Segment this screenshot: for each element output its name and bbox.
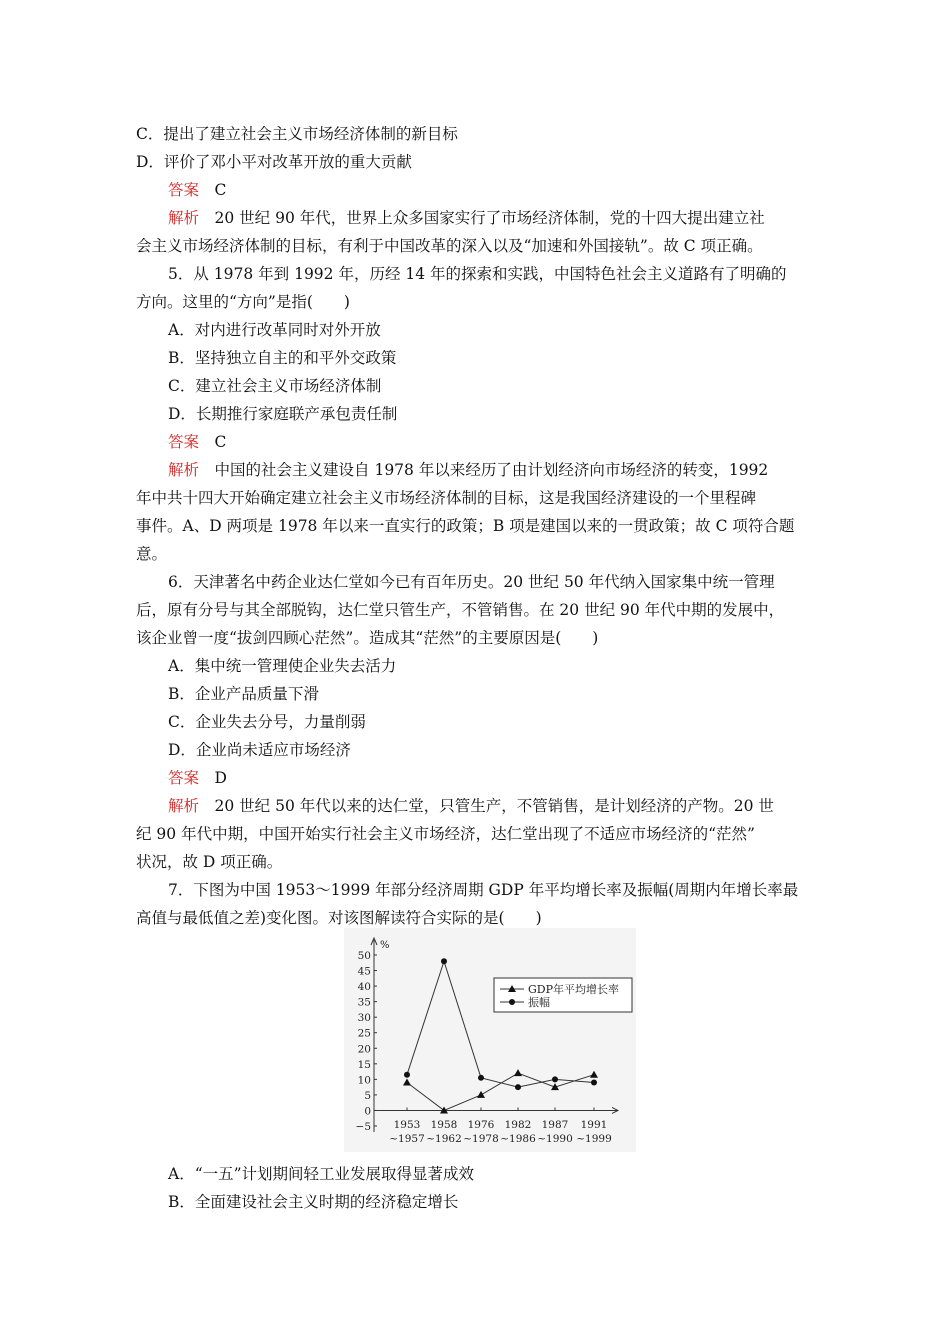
x-tick-label-range: ~1957 bbox=[389, 1133, 425, 1145]
data-point-circle bbox=[591, 1079, 597, 1085]
x-tick-label-range: ~1990 bbox=[537, 1133, 573, 1145]
data-point-circle bbox=[478, 1075, 484, 1081]
answer-line bbox=[168, 432, 848, 452]
analysis-line bbox=[168, 208, 848, 228]
x-tick-label: 1976 bbox=[467, 1119, 495, 1131]
option-c: C．企业失去分号，力量削弱 bbox=[168, 713, 366, 731]
data-point-triangle bbox=[477, 1091, 485, 1098]
y-tick-label: 50 bbox=[357, 950, 371, 962]
analysis-label: 解析 bbox=[168, 209, 200, 227]
gdp-chart bbox=[344, 928, 636, 1152]
x-tick-label-range: ~1999 bbox=[576, 1133, 612, 1145]
y-tick-label: 0 bbox=[364, 1105, 371, 1118]
answer-value: D bbox=[214, 769, 227, 787]
y-tick-label: 25 bbox=[357, 1027, 371, 1040]
analysis-line bbox=[168, 460, 848, 480]
y-tick-label: 40 bbox=[357, 981, 371, 994]
option-b: B．企业产品质量下滑 bbox=[168, 685, 319, 703]
text-line: 该企业曾一度“拔剑四顾心茫然”。造成其“茫然”的主要原因是( ) bbox=[136, 629, 599, 647]
legend-label: 振幅 bbox=[528, 996, 550, 1009]
y-tick-label: 45 bbox=[357, 965, 371, 978]
y-tick-label: 35 bbox=[357, 996, 371, 1009]
option-a: A．对内进行改革同时对外开放 bbox=[168, 321, 381, 339]
question-6: 6．天津著名中药企业达仁堂如今已有百年历史。20 世纪 50 年代纳入国家集中统一管理 bbox=[168, 573, 775, 591]
gdp-chart-svg bbox=[344, 928, 636, 1152]
data-point-triangle bbox=[403, 1078, 411, 1085]
y-tick-label: 15 bbox=[357, 1058, 371, 1071]
question-7: 7．下图为中国 1953～1999 年部分经济周期 GDP 年平均增长率及振幅(周期内年增长率最 bbox=[168, 881, 799, 899]
analysis-label: 解析 bbox=[168, 797, 200, 815]
analysis-text: 20 世纪 50 年代以来的达仁堂，只管生产，不管销售，是计划经济的产物。20 世 bbox=[214, 797, 774, 815]
answer-value: C bbox=[214, 433, 227, 451]
legend-marker-circle bbox=[509, 999, 515, 1005]
option-c: C．建立社会主义市场经济体制 bbox=[168, 377, 382, 395]
answer-value: C bbox=[214, 181, 227, 199]
option-d: D．评价了邓小平对改革开放的重大贡献 bbox=[136, 153, 412, 171]
answer-label: 答案 bbox=[168, 433, 200, 451]
x-tick-label: 1953 bbox=[393, 1119, 421, 1131]
y-tick-label: 5 bbox=[364, 1089, 371, 1102]
analysis-label: 解析 bbox=[168, 461, 200, 479]
y-tick-label: 10 bbox=[357, 1074, 371, 1087]
text-line: 意。 bbox=[136, 545, 168, 563]
x-tick-label: 1982 bbox=[504, 1119, 532, 1131]
text-line: 后，原有分号与其全部脱钩，达仁堂只管生产，不管销售。在 20 世纪 90 年代中期的发展中， bbox=[136, 601, 785, 619]
text-line: 高值与最低值之差)变化图。对该图解读符合实际的是( ) bbox=[136, 909, 542, 927]
analysis-text: 20 世纪 90 年代，世界上众多国家实行了市场经济体制，党的十四大提出建立社 bbox=[214, 209, 765, 227]
answer-line bbox=[168, 768, 848, 788]
series-line bbox=[407, 1073, 594, 1110]
text-line: 事件。A、D 两项是 1978 年以来一直实行的政策；B 项是建国以来的一贯政策；故 C 项符合题 bbox=[136, 517, 795, 535]
option-d: D．长期推行家庭联产承包责任制 bbox=[168, 405, 398, 423]
x-tick-label: 1991 bbox=[580, 1119, 608, 1131]
option-b: B．坚持独立自主的和平外交政策 bbox=[168, 349, 397, 367]
answer-label: 答案 bbox=[168, 181, 200, 199]
text-line: 方向。这里的“方向”是指( ) bbox=[136, 293, 350, 311]
y-tick-label: −5 bbox=[355, 1121, 371, 1133]
option-d: D．企业尚未适应市场经济 bbox=[168, 741, 351, 759]
data-point-circle bbox=[552, 1076, 558, 1082]
x-tick-label-range: ~1986 bbox=[500, 1133, 536, 1145]
text-line: 状况，故 D 项正确。 bbox=[136, 853, 283, 871]
text-line: 会主义市场经济体制的目标，有利于中国改革的深入以及“加速和外国接轨”。故 C 项正确。 bbox=[136, 237, 763, 255]
text-line: 年中共十四大开始确定建立社会主义市场经济体制的目标，这是我国经济建设的一个里程碑 bbox=[136, 489, 757, 507]
y-tick-label: 30 bbox=[357, 1012, 371, 1025]
answer-line bbox=[168, 180, 848, 200]
analysis-text: 中国的社会主义建设自 1978 年以来经历了由计划经济向市场经济的转变，1992 bbox=[214, 461, 769, 479]
x-tick-label-range: ~1978 bbox=[463, 1133, 499, 1145]
x-tick-label: 1958 bbox=[430, 1119, 458, 1131]
x-tick-label-range: ~1962 bbox=[426, 1133, 462, 1145]
text-line: 纪 90 年代中期，中国开始实行社会主义市场经济，达仁堂出现了不适应市场经济的“茫然” bbox=[136, 825, 755, 843]
y-axis-unit-label: % bbox=[380, 940, 390, 951]
data-point-circle bbox=[515, 1084, 521, 1090]
question-5: 5．从 1978 年到 1992 年，历经 14 年的探索和实践，中国特色社会主义道路有了明确的 bbox=[168, 265, 787, 283]
data-point-circle bbox=[404, 1072, 410, 1078]
option-c: C．提出了建立社会主义市场经济体制的新目标 bbox=[136, 125, 458, 143]
data-point-circle bbox=[441, 958, 447, 964]
legend-label: GDP年平均增长率 bbox=[528, 983, 620, 996]
option-b: B．全面建设社会主义时期的经济稳定增长 bbox=[168, 1193, 459, 1211]
analysis-line bbox=[168, 796, 848, 816]
data-point-triangle bbox=[590, 1071, 598, 1078]
option-a: A．“一五”计划期间轻工业发展取得显著成效 bbox=[168, 1165, 475, 1183]
answer-label: 答案 bbox=[168, 769, 200, 787]
data-point-triangle bbox=[514, 1069, 522, 1076]
y-tick-label: 20 bbox=[357, 1043, 371, 1056]
option-a: A．集中统一管理使企业失去活力 bbox=[168, 657, 397, 675]
x-tick-label: 1987 bbox=[541, 1119, 569, 1131]
